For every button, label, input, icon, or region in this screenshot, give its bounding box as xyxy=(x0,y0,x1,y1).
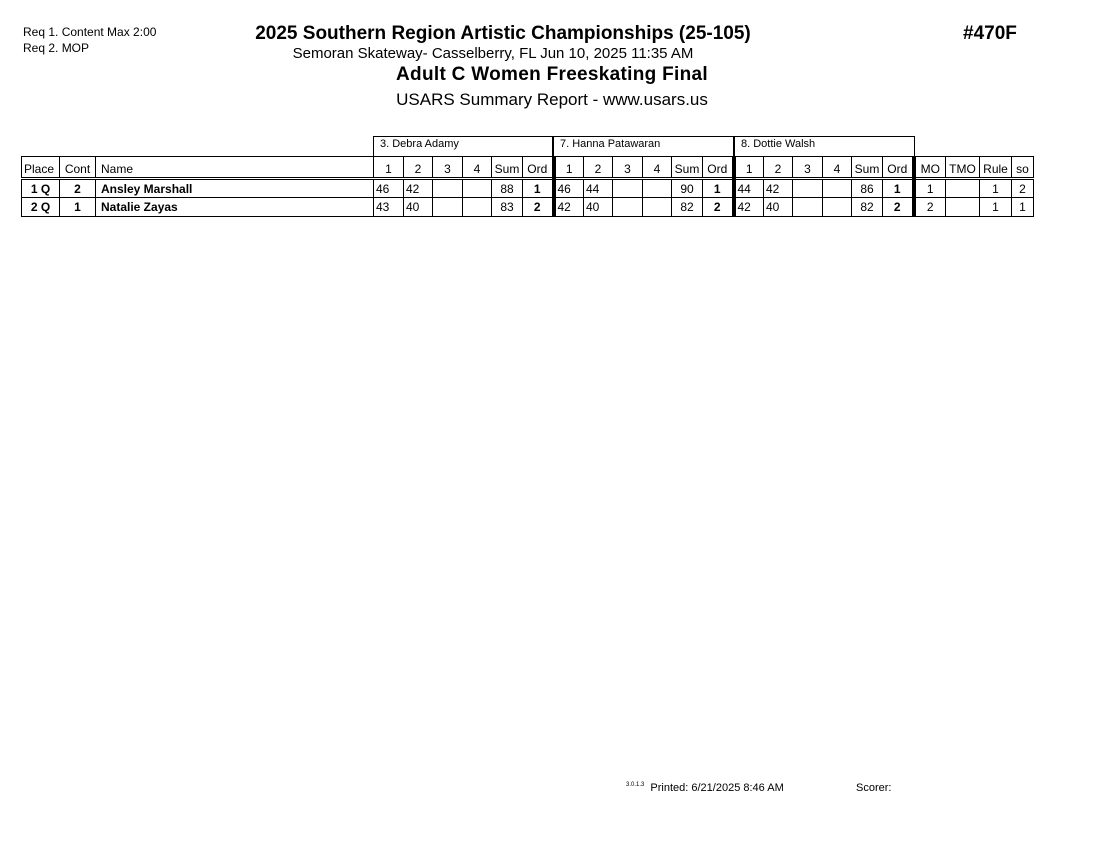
event-number: #470F xyxy=(963,23,1017,44)
score-cell: 40 xyxy=(764,198,793,217)
sum-cell: 88 xyxy=(492,179,523,198)
sum-cell: 82 xyxy=(852,198,883,217)
col-mo: MO xyxy=(914,157,946,179)
score-cell: 40 xyxy=(404,198,433,217)
col-j1-2: 2 xyxy=(404,157,433,179)
tmo-cell xyxy=(946,179,980,198)
requirement-2: Req 2. MOP xyxy=(23,41,90,55)
place-cell: 1 Q xyxy=(22,179,60,198)
col-j3-1: 1 xyxy=(734,157,764,179)
col-j1-sum: Sum xyxy=(492,157,523,179)
score-cell: 46 xyxy=(374,179,404,198)
printed-line xyxy=(626,782,784,794)
score-cell xyxy=(613,198,643,217)
score-cell: 42 xyxy=(404,179,433,198)
col-rule: Rule xyxy=(980,157,1012,179)
col-place: Place xyxy=(22,157,60,179)
rule-cell: 1 xyxy=(980,198,1012,217)
col-j2-1: 1 xyxy=(554,157,584,179)
col-j3-2: 2 xyxy=(764,157,793,179)
score-cell xyxy=(643,179,672,198)
column-header-row xyxy=(22,157,1034,179)
judge-header-3: 8. Dottie Walsh xyxy=(734,136,915,156)
col-j3-3: 3 xyxy=(793,157,823,179)
scorer-label: Scorer: xyxy=(856,782,892,794)
score-cell xyxy=(823,179,852,198)
col-name: Name xyxy=(96,157,374,179)
score-cell xyxy=(433,198,463,217)
col-j3-4: 4 xyxy=(823,157,852,179)
score-cell: 42 xyxy=(734,198,764,217)
mo-cell: 1 xyxy=(914,179,946,198)
so-cell: 1 xyxy=(1012,198,1034,217)
report-name: USARS Summary Report - www.usars.us xyxy=(396,90,708,109)
so-cell: 2 xyxy=(1012,179,1034,198)
judge-header-2: 7. Hanna Patawaran xyxy=(553,136,734,156)
ord-cell: 1 xyxy=(703,179,734,198)
col-j2-sum: Sum xyxy=(672,157,703,179)
venue-date-line: Semoran Skateway- Casselberry, FL Jun 10, 2025 11:35 AM xyxy=(292,45,694,62)
sum-cell: 82 xyxy=(672,198,703,217)
software-version: 3.0.1.3 xyxy=(626,782,645,788)
col-j3-ord: Ord xyxy=(883,157,914,179)
score-cell xyxy=(613,179,643,198)
requirement-1: Req 1. Content Max 2:00 xyxy=(23,25,157,39)
sum-cell: 90 xyxy=(672,179,703,198)
col-j1-3: 3 xyxy=(433,157,463,179)
score-cell: 42 xyxy=(764,179,793,198)
skater-name: Natalie Zayas xyxy=(96,198,374,217)
col-tmo: TMO xyxy=(946,157,980,179)
col-j3-sum: Sum xyxy=(852,157,883,179)
place-cell: 2 Q xyxy=(22,198,60,217)
ord-cell: 2 xyxy=(523,198,554,217)
score-cell: 44 xyxy=(734,179,764,198)
skater-name: Ansley Marshall xyxy=(96,179,374,198)
tmo-cell xyxy=(946,198,980,217)
ord-cell: 1 xyxy=(883,179,914,198)
mo-cell: 2 xyxy=(914,198,946,217)
col-j2-2: 2 xyxy=(584,157,613,179)
table-row xyxy=(22,198,1034,217)
score-cell xyxy=(463,179,492,198)
rule-cell: 1 xyxy=(980,179,1012,198)
score-cell xyxy=(793,179,823,198)
score-cell: 46 xyxy=(554,179,584,198)
sum-cell: 83 xyxy=(492,198,523,217)
sum-cell: 86 xyxy=(852,179,883,198)
col-j1-4: 4 xyxy=(463,157,492,179)
printed-timestamp: Printed: 6/21/2025 8:46 AM xyxy=(650,782,784,794)
col-j1-1: 1 xyxy=(374,157,404,179)
col-j1-ord: Ord xyxy=(523,157,554,179)
cont-cell: 2 xyxy=(60,179,96,198)
event-name: Adult C Women Freeskating Final xyxy=(396,64,708,85)
ord-cell: 2 xyxy=(883,198,914,217)
competition-title: 2025 Southern Region Artistic Championships (25-105) xyxy=(255,23,751,44)
score-cell xyxy=(793,198,823,217)
table-row xyxy=(22,179,1034,198)
results-table xyxy=(21,156,1034,217)
col-j2-ord: Ord xyxy=(703,157,734,179)
judge-header-1: 3. Debra Adamy xyxy=(373,136,553,156)
ord-cell: 2 xyxy=(703,198,734,217)
ord-cell: 1 xyxy=(523,179,554,198)
score-cell: 43 xyxy=(374,198,404,217)
score-cell xyxy=(643,198,672,217)
col-j2-4: 4 xyxy=(643,157,672,179)
col-cont: Cont xyxy=(60,157,96,179)
cont-cell: 1 xyxy=(60,198,96,217)
score-cell: 40 xyxy=(584,198,613,217)
score-cell xyxy=(463,198,492,217)
score-cell xyxy=(823,198,852,217)
col-j2-3: 3 xyxy=(613,157,643,179)
score-cell: 42 xyxy=(554,198,584,217)
score-cell xyxy=(433,179,463,198)
col-so: so xyxy=(1012,157,1034,179)
score-cell: 44 xyxy=(584,179,613,198)
